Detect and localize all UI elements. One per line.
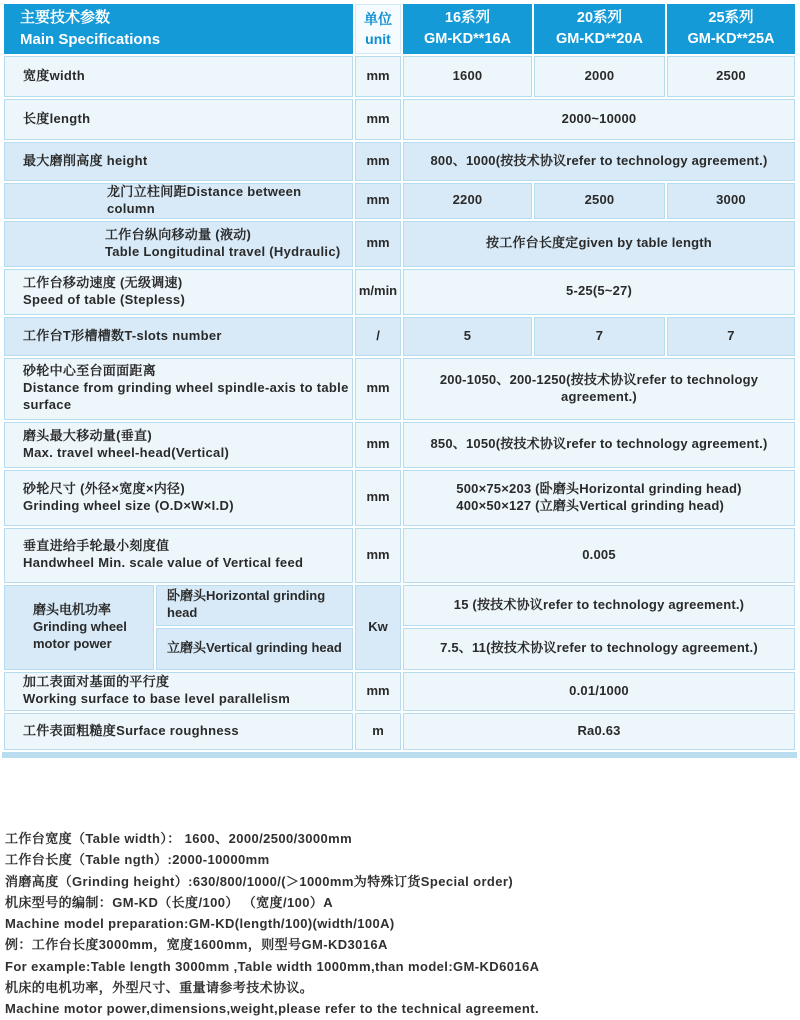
note-model-naming-zh: 机床型号的编制：GM-KD（长度/100） （宽度/100）A [5,894,334,910]
spindle-distance-unit: mm [355,358,401,420]
row-table-speed [4,269,795,315]
parallelism-zh: 加工表面对基面的平行度 [23,674,170,690]
header-col-25 [667,4,795,54]
parallelism-unit: mm [355,672,401,711]
length-value: 2000~10000 [403,99,795,140]
wheel-size-unit: mm [355,470,401,526]
row-wheel-size [4,470,795,526]
motor-power-en2: motor power [33,635,112,651]
length-unit: mm [355,99,401,140]
longitudinal-travel-value: 按工作台长度定given by table length [403,221,795,267]
handwheel-scale-value: 0.005 [403,528,795,583]
header-main-cell [4,4,353,54]
height-label: 最大磨削高度 height [4,142,353,181]
model-16-label: GM-KD**16A [423,31,511,47]
length-label: 长度length [4,99,353,140]
wheel-size-horizontal: 500×75×203 (卧磨头Horizontal grinding head) [456,480,742,496]
header-main-zh: 主要技术参数 [20,9,111,27]
motor-power-vertical-label: 立磨头Vertical grinding head [156,628,353,670]
column-distance-unit: mm [355,183,401,219]
wheelhead-travel-zh: 磨头最大移动量(垂直) [23,427,152,443]
width-25: 2500 [667,56,795,97]
row-height [4,142,795,181]
spindle-distance-en: Distance from grinding wheel spindle-axis to table surface [23,380,349,413]
t-slots-16: 5 [403,317,532,356]
roughness-unit: m [355,713,401,750]
series-20-label: 20系列 [576,9,623,26]
row-handwheel-scale [4,528,795,583]
spindle-distance-value: 200-1050、200-1250(按技术协议refer to technology agreement.) [403,358,795,420]
spindle-distance-zh: 砂轮中心至台面面距离 [23,363,157,379]
note-model-naming-en: Machine model preparation:GM-KD(length/100)(width/100A) [5,916,395,932]
row-length [4,99,795,140]
header-unit-zh: 单位 [364,10,392,27]
motor-power-horizontal-label: 卧磨头Horizontal grinding head [156,585,353,626]
height-unit: mm [355,142,401,181]
width-16: 1600 [403,56,532,97]
table-speed-label [4,269,353,315]
motor-power-en1: Grinding wheel [33,618,127,634]
note-refer-agreement-en: Machine motor power,dimensions,weight,please refer to the technical agreement. [5,1001,539,1017]
series-25-label: 25系列 [708,9,754,26]
t-slots-label: 工作台T形槽槽数T-slots number [4,317,353,356]
wheel-size-zh: 砂轮尺寸 (外径×宽度×内径) [23,480,185,496]
longitudinal-travel-unit: mm [355,221,401,267]
longitudinal-travel-en: Table Longitudinal travel (Hydraulic) [105,243,341,259]
row-wheelhead-travel [4,422,795,468]
column-distance-20: 2500 [534,183,665,219]
row-t-slots [4,317,795,356]
header-unit-cell [355,4,401,54]
parallelism-label [4,672,353,711]
note-example-zh: 例：工作台长度3000mm，宽度1600mm，则型号GM-KD3016A [5,937,388,953]
column-distance-label: 龙门立柱间距Distance between column [4,183,353,219]
motor-power-label [4,585,154,670]
wheelhead-travel-label [4,422,353,468]
note-table-length: 工作台长度（Table ngth）:2000-10000mm [5,852,270,868]
row-parallelism [4,672,795,711]
t-slots-25: 7 [667,317,795,356]
table-speed-en: Speed of table (Stepless) [23,291,186,307]
longitudinal-travel-label [4,221,353,267]
header-main-en: Main Specifications [20,31,161,48]
handwheel-scale-unit: mm [355,528,401,583]
t-slots-unit: / [355,317,401,356]
wheelhead-travel-value: 850、1050(按技术协议refer to technology agreement.) [403,422,795,468]
row-width [4,56,795,97]
table-bottom-border [2,752,797,758]
row-motor-power-horizontal [4,585,795,626]
header-col-20 [534,4,665,54]
row-spindle-distance [4,358,795,420]
footnotes-block [5,828,795,1020]
column-distance-25: 3000 [667,183,795,219]
wheel-size-vertical: 400×50×127 (立磨头Vertical grinding head) [456,497,724,513]
row-longitudinal-travel [4,221,795,267]
header-unit-en: unit [365,31,391,47]
header-col-16 [403,4,532,54]
t-slots-20: 7 [534,317,665,356]
table-speed-unit: m/min [355,269,401,315]
width-unit: mm [355,56,401,97]
spec-sheet-page [0,2,800,1017]
table-speed-zh: 工作台移动速度 (无级调速) [23,274,183,290]
wheelhead-travel-en: Max. travel wheel-head(Vertical) [23,444,230,460]
note-refer-agreement-zh: 机床的电机功率，外型尺寸、重量请参考技术协议。 [5,980,314,996]
motor-power-horizontal-value: 15 (按技术协议refer to technology agreement.) [403,585,795,626]
table-speed-value: 5-25(5~27) [403,269,795,315]
width-20: 2000 [534,56,665,97]
handwheel-scale-label [4,528,353,583]
width-label: 宽度width [4,56,353,97]
spec-table [2,2,797,752]
motor-power-unit: Kw [355,585,401,670]
roughness-value: Ra0.63 [403,713,795,750]
roughness-label: 工件表面粗糙度Surface roughness [4,713,353,750]
wheel-size-value [403,470,795,526]
parallelism-en: Working surface to base level parallelism [23,691,291,707]
row-column-distance [4,183,795,219]
series-16-label: 16系列 [444,9,491,26]
handwheel-scale-zh: 垂直进给手轮最小刻度值 [23,538,170,554]
note-example-en: For example:Table length 3000mm ,Table width 1000mm,than model:GM-KD6016A [5,958,540,974]
note-table-width: 工作台宽度（Table width）： 1600、2000/2500/3000mm [5,831,353,846]
handwheel-scale-en: Handwheel Min. scale value of Vertical feed [23,555,304,571]
longitudinal-travel-zh: 工作台纵向移动量 (液动) [105,226,252,242]
wheelhead-travel-unit: mm [355,422,401,468]
note-grinding-height: 消磨高度（Grinding height）:630/800/1000/(＞1000mm为特殊订货Special order) [5,873,514,889]
model-20-label: GM-KD**20A [555,31,643,47]
motor-power-zh: 磨头电机功率 [33,601,112,617]
model-25-label: GM-KD**25A [687,31,775,47]
parallelism-value: 0.01/1000 [403,672,795,711]
row-roughness [4,713,795,750]
wheel-size-en: Grinding wheel size (O.D×W×I.D) [23,497,234,513]
header-row [4,4,795,54]
motor-power-vertical-value: 7.5、11(按技术协议refer to technology agreement.) [403,628,795,670]
spindle-distance-label [4,358,353,420]
wheel-size-label [4,470,353,526]
column-distance-16: 2200 [403,183,532,219]
height-value: 800、1000(按技术协议refer to technology agreement.) [403,142,795,181]
